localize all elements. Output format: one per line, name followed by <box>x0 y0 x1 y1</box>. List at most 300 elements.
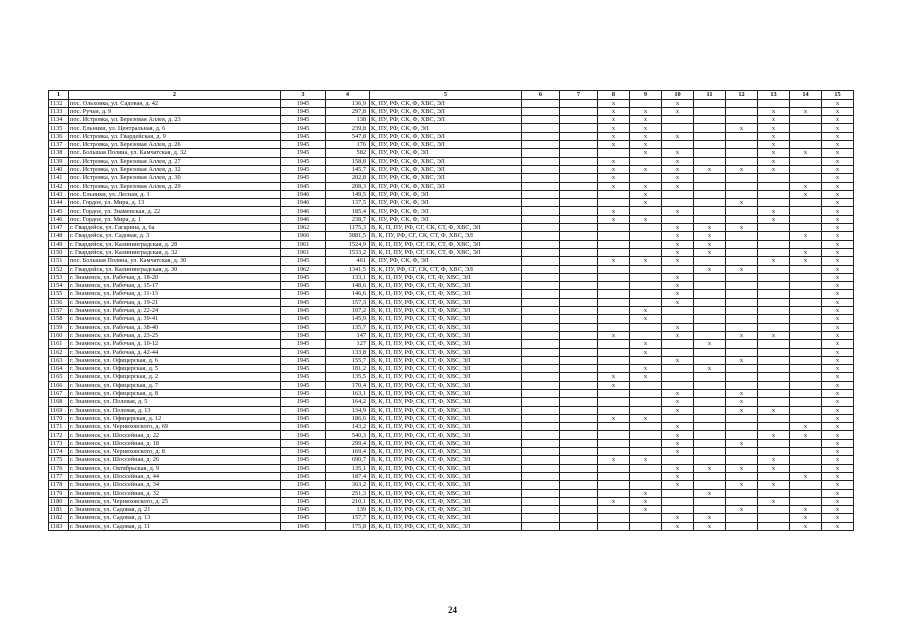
col14-cell <box>790 464 822 472</box>
area-cell: 176 <box>326 141 370 149</box>
col8-cell <box>598 348 630 356</box>
address-cell: г. Знаменск, ул. Рабочая, д. 22-24 <box>69 307 281 315</box>
col13-cell <box>758 315 790 323</box>
col9-cell <box>630 514 662 522</box>
col10-cell <box>662 348 694 356</box>
col12-cell <box>726 99 758 107</box>
year-cell: 1945 <box>281 149 326 157</box>
col15-cell: x <box>822 348 854 356</box>
area-cell: 135,7 <box>326 323 370 331</box>
header-cell: 9 <box>630 91 662 100</box>
year-cell: 1961 <box>281 240 326 248</box>
col9-cell: x <box>630 107 662 115</box>
year-cell: 1945 <box>281 506 326 514</box>
col10-cell: x <box>662 439 694 447</box>
year-cell: 1945 <box>281 107 326 115</box>
elements-cell: К, ПУ, РФ, СК, Ф, ЭЛ <box>370 207 522 215</box>
col8-cell <box>598 431 630 439</box>
elements-cell: В, К, П, ПУ, РФ, СК, СТ, Ф, ХВС, ЭЛ <box>370 423 522 431</box>
col14-cell <box>790 406 822 414</box>
col15-cell: x <box>822 290 854 298</box>
col6-cell <box>522 298 560 306</box>
header-cell: 6 <box>522 91 560 100</box>
col11-cell: x <box>694 522 726 530</box>
area-cell: 690,7 <box>326 456 370 464</box>
col6-cell <box>522 224 560 232</box>
header-cell: 10 <box>662 91 694 100</box>
page-number: 24 <box>448 605 457 615</box>
col8-cell <box>598 240 630 248</box>
col15-cell: x <box>822 406 854 414</box>
year-cell: 1945 <box>281 340 326 348</box>
col9-cell: x <box>630 365 662 373</box>
col13-cell: x <box>758 141 790 149</box>
col13-cell <box>758 99 790 107</box>
col10-cell <box>662 124 694 132</box>
address-cell: г. Знаменск, ул. Шоссейная, д. 32 <box>69 489 281 497</box>
elements-cell: В, К, П, ПУ, РФ, СК, СТ, Ф, ХВС, ЭЛ <box>370 398 522 406</box>
col12-cell <box>726 290 758 298</box>
col11-cell <box>694 398 726 406</box>
col14-cell <box>790 448 822 456</box>
col14-cell <box>790 165 822 173</box>
col12-cell <box>726 414 758 422</box>
year-cell: 1945 <box>281 464 326 472</box>
year-cell: 1945 <box>281 157 326 165</box>
col11-cell <box>694 448 726 456</box>
col11-cell: x <box>694 232 726 240</box>
row-number-cell: 1152 <box>49 265 69 273</box>
col9-cell <box>630 232 662 240</box>
col12-cell: x <box>726 199 758 207</box>
col12-cell <box>726 207 758 215</box>
col7-cell <box>560 248 598 256</box>
col12-cell <box>726 365 758 373</box>
col15-cell: x <box>822 149 854 157</box>
col13-cell <box>758 340 790 348</box>
col10-cell <box>662 489 694 497</box>
col12-cell: x <box>726 265 758 273</box>
year-cell: 1945 <box>281 373 326 381</box>
year-cell: 1945 <box>281 165 326 173</box>
col11-cell: x <box>694 224 726 232</box>
col11-cell <box>694 356 726 364</box>
col6-cell <box>522 489 560 497</box>
col12-cell <box>726 215 758 223</box>
address-cell: г. Знаменск, ул. Рабочая, д. 10-12 <box>69 340 281 348</box>
address-cell: пос. Гордое, ул. Мира, д. 1 <box>69 215 281 223</box>
col11-cell <box>694 199 726 207</box>
col11-cell <box>694 282 726 290</box>
col15-cell: x <box>822 365 854 373</box>
row-number-cell: 1167 <box>49 389 69 397</box>
col11-cell: x <box>694 340 726 348</box>
col15-cell: x <box>822 240 854 248</box>
col14-cell <box>790 157 822 165</box>
address-cell: пос. Истровка, ул. Березовая Аллея, д. 29 <box>69 182 281 190</box>
year-cell: 1945 <box>281 348 326 356</box>
col13-cell: x <box>758 456 790 464</box>
col15-cell: x <box>822 331 854 339</box>
address-cell: г. Знаменск, ул. Октябрьская, д. 9 <box>69 464 281 472</box>
year-cell: 1946 <box>281 190 326 198</box>
col13-cell: x <box>758 149 790 157</box>
year-cell: 1945 <box>281 448 326 456</box>
col12-cell <box>726 132 758 140</box>
table-row <box>49 190 854 198</box>
col6-cell <box>522 190 560 198</box>
address-cell: г. Знаменск, ул. Садовая, д. 11 <box>69 522 281 530</box>
elements-cell: К, ПУ, РФ, СК, Ф, ЭЛ <box>370 190 522 198</box>
header-cell: 15 <box>822 91 854 100</box>
col6-cell <box>522 141 560 149</box>
col7-cell <box>560 348 598 356</box>
year-cell: 1945 <box>281 398 326 406</box>
col11-cell <box>694 373 726 381</box>
col9-cell <box>630 331 662 339</box>
row-number-cell: 1144 <box>49 199 69 207</box>
col9-cell: x <box>630 456 662 464</box>
elements-cell: В, К, П, ПУ, РФ, СК, СТ, Ф, ХВС, ЭЛ <box>370 414 522 422</box>
col7-cell <box>560 290 598 298</box>
col9-cell <box>630 282 662 290</box>
area-cell: 164,2 <box>326 398 370 406</box>
address-cell: г. Знаменск, ул. Рабочая, д. 23-25 <box>69 331 281 339</box>
header-row <box>49 91 854 100</box>
table-row <box>49 448 854 456</box>
col12-cell <box>726 489 758 497</box>
col12-cell <box>726 282 758 290</box>
col11-cell: x <box>694 365 726 373</box>
col7-cell <box>560 331 598 339</box>
col6-cell <box>522 389 560 397</box>
col13-cell: x <box>758 215 790 223</box>
elements-cell: В, К, П, ПУ, РФ, СК, СТ, Ф, ХВС, ЭЛ <box>370 282 522 290</box>
elements-cell: В, К, П, ПУ, РФ, СК, СТ, Ф, ХВС, ЭЛ <box>370 298 522 306</box>
table-row <box>49 506 854 514</box>
col15-cell: x <box>822 481 854 489</box>
area-cell: 363,2 <box>326 481 370 489</box>
col6-cell <box>522 323 560 331</box>
table-row <box>49 464 854 472</box>
col6-cell <box>522 174 560 182</box>
col15-cell: x <box>822 448 854 456</box>
col6-cell <box>522 472 560 480</box>
col11-cell <box>694 389 726 397</box>
elements-cell: В, К, П, ПУ, РФ, СК, СТ, Ф, ХВС, ЭЛ <box>370 340 522 348</box>
address-cell: г. Знаменск, ул. Офицерская, д. 6 <box>69 356 281 364</box>
col9-cell: x <box>630 373 662 381</box>
col12-cell <box>726 514 758 522</box>
table-row <box>49 232 854 240</box>
year-cell: 1945 <box>281 298 326 306</box>
col6-cell <box>522 273 560 281</box>
col6-cell <box>522 248 560 256</box>
col14-cell <box>790 356 822 364</box>
col14-cell <box>790 298 822 306</box>
table-row <box>49 481 854 489</box>
col10-cell: x <box>662 389 694 397</box>
address-cell: пос. Гордое, ул. Мира, д. 13 <box>69 199 281 207</box>
col12-cell <box>726 116 758 124</box>
address-cell: г. Знаменск, ул. Полевая, д. 13 <box>69 406 281 414</box>
elements-cell: В, К, П, ПУ, РФ, СК, СТ, Ф, ХВС, ЭЛ <box>370 356 522 364</box>
table-row <box>49 215 854 223</box>
col7-cell <box>560 389 598 397</box>
col9-cell <box>630 431 662 439</box>
area-cell: 145,7 <box>326 165 370 173</box>
col10-cell: x <box>662 248 694 256</box>
col12-cell: x <box>726 406 758 414</box>
table-row <box>49 165 854 173</box>
col12-cell <box>726 497 758 505</box>
col7-cell <box>560 298 598 306</box>
col10-cell <box>662 190 694 198</box>
col14-cell <box>790 124 822 132</box>
header-cell: 3 <box>281 91 326 100</box>
area-cell: 175,8 <box>326 522 370 530</box>
address-cell: г. Знаменск, ул. Черняховского, д. 69 <box>69 423 281 431</box>
elements-cell: В, К, П, ПУ, РФ, СК, СТ, Ф, ХВС, ЭЛ <box>370 472 522 480</box>
col9-cell <box>630 207 662 215</box>
col7-cell <box>560 157 598 165</box>
year-cell: 1945 <box>281 132 326 140</box>
table-row <box>49 132 854 140</box>
col12-cell: x <box>726 439 758 447</box>
elements-cell: К, ПУ, РФ, СК, Ф, ХВС, ЭЛ <box>370 107 522 115</box>
elements-cell: В, К, П, ПУ, РФ, СГ, СК, СТ, Ф, ХВС, ЭЛ <box>370 240 522 248</box>
col8-cell <box>598 298 630 306</box>
address-cell: г. Знаменск, ул. Рабочая, д. 39-41 <box>69 315 281 323</box>
area-cell: 187,4 <box>326 472 370 480</box>
elements-cell: В, К, П, ПУ, РФ, СК, СТ, Ф, ХВС, ЭЛ <box>370 522 522 530</box>
col13-cell <box>758 182 790 190</box>
col9-cell: x <box>630 199 662 207</box>
col8-cell: x <box>598 157 630 165</box>
col13-cell: x <box>758 257 790 265</box>
table-row <box>49 389 854 397</box>
year-cell: 1945 <box>281 141 326 149</box>
col13-cell <box>758 248 790 256</box>
col15-cell: x <box>822 298 854 306</box>
area-cell: 181,2 <box>326 365 370 373</box>
col6-cell <box>522 307 560 315</box>
year-cell: 1945 <box>281 389 326 397</box>
year-cell: 1945 <box>281 472 326 480</box>
col15-cell: x <box>822 182 854 190</box>
col15-cell: x <box>822 398 854 406</box>
table-row <box>49 157 854 165</box>
col7-cell <box>560 481 598 489</box>
address-cell: г. Знаменск, ул. Рабочая, д. 19-21 <box>69 298 281 306</box>
col15-cell: x <box>822 124 854 132</box>
row-number-cell: 1182 <box>49 514 69 522</box>
row-number-cell: 1153 <box>49 273 69 281</box>
col9-cell: x <box>630 141 662 149</box>
col6-cell <box>522 365 560 373</box>
col8-cell: x <box>598 99 630 107</box>
col10-cell: x <box>662 398 694 406</box>
col14-cell: x <box>790 506 822 514</box>
col13-cell <box>758 282 790 290</box>
col10-cell <box>662 215 694 223</box>
elements-cell: В, К, П, ПУ, РФ, СК, СТ, Ф, ХВС, ЭЛ <box>370 497 522 505</box>
col7-cell <box>560 489 598 497</box>
col12-cell: x <box>726 124 758 132</box>
col9-cell: x <box>630 414 662 422</box>
table-row <box>49 107 854 115</box>
elements-cell: К, ПУ, РФ, СК, Ф, ЭЛ <box>370 124 522 132</box>
col6-cell <box>522 116 560 124</box>
table-row <box>49 431 854 439</box>
col6-cell <box>522 481 560 489</box>
col9-cell <box>630 448 662 456</box>
col12-cell <box>726 240 758 248</box>
year-cell: 1946 <box>281 207 326 215</box>
col11-cell <box>694 497 726 505</box>
col8-cell <box>598 282 630 290</box>
col14-cell <box>790 497 822 505</box>
col15-cell: x <box>822 381 854 389</box>
area-cell: 1175,3 <box>326 224 370 232</box>
col6-cell <box>522 165 560 173</box>
row-number-cell: 1146 <box>49 215 69 223</box>
col9-cell: x <box>630 497 662 505</box>
col12-cell: x <box>726 506 758 514</box>
area-cell: 238,7 <box>326 215 370 223</box>
address-cell: г. Гвардейск, ул. Калининградская, д. 32 <box>69 248 281 256</box>
col13-cell: x <box>758 406 790 414</box>
col13-cell <box>758 398 790 406</box>
col13-cell: x <box>758 124 790 132</box>
table-row <box>49 373 854 381</box>
elements-cell: В, К, П, ПУ, РФ, СК, СТ, Ф, ХВС, ЭЛ <box>370 464 522 472</box>
area-cell: 157,7 <box>326 514 370 522</box>
area-cell: 297,8 <box>326 107 370 115</box>
row-number-cell: 1150 <box>49 248 69 256</box>
col14-cell <box>790 207 822 215</box>
col10-cell: x <box>662 207 694 215</box>
col11-cell <box>694 315 726 323</box>
col14-cell: x <box>790 182 822 190</box>
area-cell: 138 <box>326 116 370 124</box>
row-number-cell: 1166 <box>49 381 69 389</box>
year-cell: 1945 <box>281 182 326 190</box>
col13-cell <box>758 522 790 530</box>
col13-cell <box>758 190 790 198</box>
col8-cell <box>598 406 630 414</box>
col15-cell: x <box>822 141 854 149</box>
col14-cell <box>790 340 822 348</box>
col6-cell <box>522 348 560 356</box>
col8-cell <box>598 489 630 497</box>
col10-cell: x <box>662 323 694 331</box>
table-row <box>49 265 854 273</box>
col7-cell <box>560 190 598 198</box>
row-number-cell: 1172 <box>49 431 69 439</box>
col7-cell <box>560 522 598 530</box>
col14-cell <box>790 141 822 149</box>
row-number-cell: 1151 <box>49 257 69 265</box>
row-number-cell: 1162 <box>49 348 69 356</box>
col12-cell <box>726 522 758 530</box>
col14-cell <box>790 132 822 140</box>
col6-cell <box>522 207 560 215</box>
col9-cell <box>630 298 662 306</box>
table-row <box>49 182 854 190</box>
col10-cell <box>662 340 694 348</box>
year-cell: 1945 <box>281 489 326 497</box>
row-number-cell: 1138 <box>49 149 69 157</box>
area-cell: 163,1 <box>326 389 370 397</box>
col11-cell <box>694 439 726 447</box>
address-cell: г. Гвардейск, ул. Калининградская, д. 28 <box>69 240 281 248</box>
col12-cell <box>726 157 758 165</box>
col6-cell <box>522 132 560 140</box>
year-cell: 1945 <box>281 481 326 489</box>
col14-cell: x <box>790 431 822 439</box>
elements-cell: К, ПУ, РФ, СК, Ф, ХВС, ЭЛ <box>370 141 522 149</box>
col10-cell: x <box>662 481 694 489</box>
row-number-cell: 1136 <box>49 132 69 140</box>
col10-cell: x <box>662 165 694 173</box>
col11-cell: x <box>694 248 726 256</box>
col10-cell <box>662 497 694 505</box>
col9-cell: x <box>630 215 662 223</box>
table-row <box>49 199 854 207</box>
year-cell: 1945 <box>281 315 326 323</box>
col7-cell <box>560 373 598 381</box>
col13-cell <box>758 489 790 497</box>
col6-cell <box>522 340 560 348</box>
col12-cell: x <box>726 331 758 339</box>
year-cell: 1945 <box>281 99 326 107</box>
col12-cell <box>726 141 758 149</box>
elements-cell: К, ПУ, РФ, СК, Ф, ЭЛ <box>370 199 522 207</box>
col7-cell <box>560 414 598 422</box>
table-row <box>49 365 854 373</box>
col6-cell <box>522 356 560 364</box>
elements-cell: К, ПУ, РФ, СК, Ф, ХВС, ЭЛ <box>370 99 522 107</box>
col10-cell: x <box>662 149 694 157</box>
col9-cell <box>630 174 662 182</box>
col9-cell <box>630 439 662 447</box>
col11-cell <box>694 423 726 431</box>
col12-cell <box>726 315 758 323</box>
col12-cell <box>726 107 758 115</box>
row-number-cell: 1160 <box>49 331 69 339</box>
table-row <box>49 290 854 298</box>
elements-cell: В, К, П, ПУ, РФ, СК, СТ, Ф, ХВС, ЭЛ <box>370 323 522 331</box>
col7-cell <box>560 340 598 348</box>
address-cell: пос. Истровка, ул. Березовая Аллея, д. 32 <box>69 165 281 173</box>
col8-cell: x <box>598 373 630 381</box>
area-cell: 186,6 <box>326 414 370 422</box>
col14-cell <box>790 414 822 422</box>
col14-cell <box>790 240 822 248</box>
address-cell: пос. Истровка, ул. Березовая Аллея, д. 26 <box>69 141 281 149</box>
col6-cell <box>522 406 560 414</box>
col12-cell <box>726 232 758 240</box>
col8-cell: x <box>598 414 630 422</box>
col12-cell: x <box>726 389 758 397</box>
elements-cell: В, К, П, ПУ, РФ, СК, СТ, Ф, ХВС, ЭЛ <box>370 315 522 323</box>
col14-cell <box>790 439 822 447</box>
col10-cell: x <box>662 423 694 431</box>
col7-cell <box>560 448 598 456</box>
col10-cell: x <box>662 240 694 248</box>
row-number-cell: 1163 <box>49 356 69 364</box>
